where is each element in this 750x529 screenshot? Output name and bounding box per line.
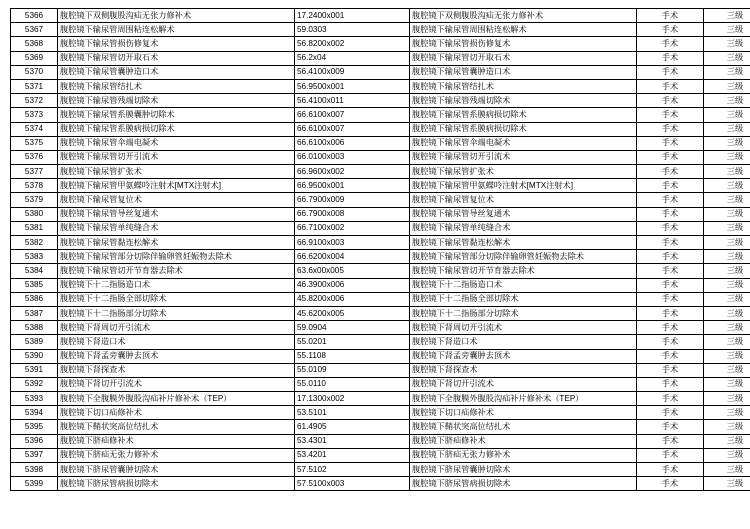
table-row bbox=[11, 363, 750, 377]
table-body bbox=[11, 9, 750, 491]
table-row bbox=[11, 207, 750, 221]
cell-level: 三级 bbox=[704, 448, 750, 462]
cell-icd-code: 55.0109 bbox=[295, 363, 410, 377]
cell-type: 手术 bbox=[637, 363, 704, 377]
cell-name: 腹腔镜下脐尿管囊肿切除术 bbox=[58, 463, 295, 477]
procedure-table bbox=[10, 8, 750, 491]
cell-code: 5377 bbox=[11, 165, 58, 179]
cell-type: 手术 bbox=[637, 150, 704, 164]
cell-code: 5366 bbox=[11, 9, 58, 23]
cell-standard-name: 腹腔镜下输尿管囊肿造口术 bbox=[410, 65, 637, 79]
cell-icd-code: 56.8200x002 bbox=[295, 37, 410, 51]
cell-standard-name: 腹腔镜下输尿管损伤修复术 bbox=[410, 37, 637, 51]
cell-standard-name: 腹腔镜下脐尿管病损切除术 bbox=[410, 477, 637, 491]
cell-level: 三级 bbox=[704, 349, 750, 363]
cell-name: 腹腔镜下输尿管切开取石术 bbox=[58, 51, 295, 65]
cell-icd-code: 66.6100x006 bbox=[295, 136, 410, 150]
table-row bbox=[11, 463, 750, 477]
cell-level: 三级 bbox=[704, 221, 750, 235]
cell-level: 三级 bbox=[704, 463, 750, 477]
cell-standard-name: 腹腔镜下输尿管扩张术 bbox=[410, 165, 637, 179]
cell-code: 5375 bbox=[11, 136, 58, 150]
cell-name: 腹腔镜下输尿管系膜囊肿切除术 bbox=[58, 108, 295, 122]
cell-standard-name: 腹腔镜下脐疝修补术 bbox=[410, 434, 637, 448]
cell-type: 手术 bbox=[637, 377, 704, 391]
cell-level: 三级 bbox=[704, 434, 750, 448]
cell-level: 三级 bbox=[704, 306, 750, 320]
cell-type: 手术 bbox=[637, 51, 704, 65]
cell-code: 5399 bbox=[11, 477, 58, 491]
cell-standard-name: 腹腔镜下双侧腹股沟疝无张力修补术 bbox=[410, 9, 637, 23]
table-row bbox=[11, 335, 750, 349]
cell-type: 手术 bbox=[637, 420, 704, 434]
table-row bbox=[11, 51, 750, 65]
cell-code: 5382 bbox=[11, 236, 58, 250]
cell-code: 5384 bbox=[11, 264, 58, 278]
cell-standard-name: 腹腔镜下十二指肠部分切除术 bbox=[410, 306, 637, 320]
cell-type: 手术 bbox=[637, 165, 704, 179]
table-row bbox=[11, 477, 750, 491]
cell-name: 腹腔镜下肾切开引流术 bbox=[58, 377, 295, 391]
table-row bbox=[11, 165, 750, 179]
cell-type: 手术 bbox=[637, 37, 704, 51]
cell-icd-code: 17.2400x001 bbox=[295, 9, 410, 23]
cell-icd-code: 66.9500x001 bbox=[295, 179, 410, 193]
cell-name: 腹腔镜下脐疝修补术 bbox=[58, 434, 295, 448]
table-row bbox=[11, 65, 750, 79]
cell-code: 5381 bbox=[11, 221, 58, 235]
cell-level: 三级 bbox=[704, 335, 750, 349]
cell-type: 手术 bbox=[637, 463, 704, 477]
cell-standard-name: 腹腔镜下肾探查术 bbox=[410, 363, 637, 377]
cell-level: 三级 bbox=[704, 278, 750, 292]
cell-code: 5383 bbox=[11, 250, 58, 264]
table-row bbox=[11, 23, 750, 37]
table-row bbox=[11, 434, 750, 448]
cell-icd-code: 55.0201 bbox=[295, 335, 410, 349]
cell-level: 三级 bbox=[704, 193, 750, 207]
table-row bbox=[11, 236, 750, 250]
cell-icd-code: 57.5102 bbox=[295, 463, 410, 477]
cell-name: 腹腔镜下输尿管切开引流术 bbox=[58, 150, 295, 164]
cell-standard-name: 腹腔镜下输尿管结扎术 bbox=[410, 79, 637, 93]
cell-icd-code: 61.4905 bbox=[295, 420, 410, 434]
cell-name: 腹腔镜下输尿管复位术 bbox=[58, 193, 295, 207]
cell-name: 腹腔镜下输尿管扩张术 bbox=[58, 165, 295, 179]
cell-icd-code: 66.7100x002 bbox=[295, 221, 410, 235]
cell-icd-code: 45.8200x006 bbox=[295, 292, 410, 306]
cell-level: 三级 bbox=[704, 363, 750, 377]
cell-level: 三级 bbox=[704, 207, 750, 221]
cell-name: 腹腔镜下鞘状突高位结扎术 bbox=[58, 420, 295, 434]
cell-standard-name: 腹腔镜下输尿管切开节育器去除术 bbox=[410, 264, 637, 278]
table-row bbox=[11, 122, 750, 136]
cell-type: 手术 bbox=[637, 108, 704, 122]
cell-type: 手术 bbox=[637, 79, 704, 93]
cell-name: 腹腔镜下输尿管囊肿造口术 bbox=[58, 65, 295, 79]
cell-code: 5390 bbox=[11, 349, 58, 363]
cell-code: 5379 bbox=[11, 193, 58, 207]
cell-standard-name: 腹腔镜下输尿管复位术 bbox=[410, 193, 637, 207]
cell-level: 三级 bbox=[704, 122, 750, 136]
cell-type: 手术 bbox=[637, 136, 704, 150]
table-row bbox=[11, 321, 750, 335]
cell-code: 5385 bbox=[11, 278, 58, 292]
cell-icd-code: 66.6200x004 bbox=[295, 250, 410, 264]
cell-code: 5396 bbox=[11, 434, 58, 448]
cell-icd-code: 17.1300x002 bbox=[295, 392, 410, 406]
cell-icd-code: 46.3900x006 bbox=[295, 278, 410, 292]
cell-level: 三级 bbox=[704, 392, 750, 406]
cell-type: 手术 bbox=[637, 179, 704, 193]
cell-name: 腹腔镜下肾探查术 bbox=[58, 363, 295, 377]
cell-standard-name: 腹腔镜下肾孟旁囊肿去顶术 bbox=[410, 349, 637, 363]
cell-code: 5367 bbox=[11, 23, 58, 37]
cell-level: 三级 bbox=[704, 292, 750, 306]
table-row bbox=[11, 37, 750, 51]
table-row bbox=[11, 136, 750, 150]
cell-icd-code: 66.9600x002 bbox=[295, 165, 410, 179]
cell-icd-code: 59.0303 bbox=[295, 23, 410, 37]
cell-type: 手术 bbox=[637, 65, 704, 79]
cell-name: 腹腔镜下肾造口术 bbox=[58, 335, 295, 349]
cell-level: 三级 bbox=[704, 321, 750, 335]
cell-name: 腹腔镜下输尿管部分切除伴输卵管妊娠物去除术 bbox=[58, 250, 295, 264]
cell-code: 5388 bbox=[11, 321, 58, 335]
cell-code: 5371 bbox=[11, 79, 58, 93]
cell-level: 三级 bbox=[704, 37, 750, 51]
cell-name: 腹腔镜下输尿管导丝复通术 bbox=[58, 207, 295, 221]
cell-name: 腹腔镜下十二指肠全部切除术 bbox=[58, 292, 295, 306]
table-row bbox=[11, 406, 750, 420]
cell-level: 三级 bbox=[704, 179, 750, 193]
cell-icd-code: 56.4100x011 bbox=[295, 94, 410, 108]
cell-name: 腹腔镜下全腹膜外腹股沟疝补片修补术（TEP） bbox=[58, 392, 295, 406]
cell-level: 三级 bbox=[704, 420, 750, 434]
cell-code: 5372 bbox=[11, 94, 58, 108]
cell-standard-name: 腹腔镜下输尿管周围粘连松解术 bbox=[410, 23, 637, 37]
cell-type: 手术 bbox=[637, 434, 704, 448]
cell-code: 5391 bbox=[11, 363, 58, 377]
cell-icd-code: 53.4301 bbox=[295, 434, 410, 448]
cell-type: 手术 bbox=[637, 193, 704, 207]
cell-type: 手术 bbox=[637, 236, 704, 250]
table-row bbox=[11, 221, 750, 235]
cell-code: 5394 bbox=[11, 406, 58, 420]
cell-standard-name: 腹腔镜下输尿管单纯缝合术 bbox=[410, 221, 637, 235]
cell-level: 三级 bbox=[704, 51, 750, 65]
cell-level: 三级 bbox=[704, 264, 750, 278]
cell-type: 手术 bbox=[637, 392, 704, 406]
cell-code: 5376 bbox=[11, 150, 58, 164]
cell-icd-code: 66.7900x009 bbox=[295, 193, 410, 207]
cell-name: 腹腔镜下输尿管损伤修复术 bbox=[58, 37, 295, 51]
cell-name: 腹腔镜下输尿管切开节育器去除术 bbox=[58, 264, 295, 278]
cell-code: 5392 bbox=[11, 377, 58, 391]
cell-standard-name: 腹腔镜下输尿管伞端电凝术 bbox=[410, 136, 637, 150]
cell-code: 5370 bbox=[11, 65, 58, 79]
cell-name: 腹腔镜下输尿管伞端电凝术 bbox=[58, 136, 295, 150]
table-row bbox=[11, 150, 750, 164]
cell-level: 三级 bbox=[704, 406, 750, 420]
cell-level: 三级 bbox=[704, 477, 750, 491]
cell-standard-name: 腹腔镜下输尿管切开取石术 bbox=[410, 51, 637, 65]
cell-icd-code: 63.6x00x005 bbox=[295, 264, 410, 278]
cell-code: 5369 bbox=[11, 51, 58, 65]
cell-code: 5397 bbox=[11, 448, 58, 462]
cell-standard-name: 腹腔镜下脐疝无张力修补术 bbox=[410, 448, 637, 462]
table-row bbox=[11, 349, 750, 363]
cell-standard-name: 腹腔镜下切口疝修补术 bbox=[410, 406, 637, 420]
cell-standard-name: 腹腔镜下输尿管导丝复通术 bbox=[410, 207, 637, 221]
cell-standard-name: 腹腔镜下输尿管系膜病损切除术 bbox=[410, 108, 637, 122]
cell-icd-code: 66.0100x003 bbox=[295, 150, 410, 164]
cell-name: 腹腔镜下输尿管结扎术 bbox=[58, 79, 295, 93]
cell-name: 腹腔镜下输尿管系膜病损切除术 bbox=[58, 122, 295, 136]
cell-icd-code: 45.6200x005 bbox=[295, 306, 410, 320]
cell-type: 手术 bbox=[637, 207, 704, 221]
cell-standard-name: 腹腔镜下肾周切开引流术 bbox=[410, 321, 637, 335]
cell-level: 三级 bbox=[704, 9, 750, 23]
cell-icd-code: 66.6100x007 bbox=[295, 108, 410, 122]
cell-name: 腹腔镜下十二指肠造口术 bbox=[58, 278, 295, 292]
cell-code: 5393 bbox=[11, 392, 58, 406]
cell-level: 三级 bbox=[704, 377, 750, 391]
cell-type: 手术 bbox=[637, 9, 704, 23]
cell-level: 三级 bbox=[704, 250, 750, 264]
cell-name: 腹腔镜下输尿管残端切除术 bbox=[58, 94, 295, 108]
cell-level: 三级 bbox=[704, 108, 750, 122]
cell-standard-name: 腹腔镜下输尿管甲氨蝶呤注射术[MTX注射术] bbox=[410, 179, 637, 193]
cell-code: 5386 bbox=[11, 292, 58, 306]
cell-name: 腹腔镜下脐疝无张力修补术 bbox=[58, 448, 295, 462]
cell-type: 手术 bbox=[637, 221, 704, 235]
cell-standard-name: 腹腔镜下输尿管黏连松解术 bbox=[410, 236, 637, 250]
cell-name: 腹腔镜下切口疝修补术 bbox=[58, 406, 295, 420]
cell-type: 手术 bbox=[637, 335, 704, 349]
cell-icd-code: 56.4100x009 bbox=[295, 65, 410, 79]
cell-name: 腹腔镜下输尿管单纯缝合术 bbox=[58, 221, 295, 235]
table-row bbox=[11, 448, 750, 462]
cell-type: 手术 bbox=[637, 306, 704, 320]
cell-name: 腹腔镜下十二指肠部分切除术 bbox=[58, 306, 295, 320]
cell-icd-code: 55.1108 bbox=[295, 349, 410, 363]
cell-type: 手术 bbox=[637, 122, 704, 136]
cell-type: 手术 bbox=[637, 477, 704, 491]
cell-name: 腹腔镜下肾周切开引流术 bbox=[58, 321, 295, 335]
cell-standard-name: 腹腔镜下鞘状突高位结扎术 bbox=[410, 420, 637, 434]
cell-type: 手术 bbox=[637, 406, 704, 420]
cell-name: 腹腔镜下输尿管黏连松解术 bbox=[58, 236, 295, 250]
table-row bbox=[11, 264, 750, 278]
cell-standard-name: 腹腔镜下十二指肠造口术 bbox=[410, 278, 637, 292]
cell-standard-name: 腹腔镜下肾造口术 bbox=[410, 335, 637, 349]
cell-type: 手术 bbox=[637, 250, 704, 264]
cell-code: 5368 bbox=[11, 37, 58, 51]
cell-code: 5398 bbox=[11, 463, 58, 477]
table-row bbox=[11, 79, 750, 93]
table-row bbox=[11, 9, 750, 23]
cell-standard-name: 腹腔镜下输尿管系膜病损切除术 bbox=[410, 122, 637, 136]
cell-icd-code: 57.5100x003 bbox=[295, 477, 410, 491]
table-row bbox=[11, 250, 750, 264]
cell-level: 三级 bbox=[704, 136, 750, 150]
table-row bbox=[11, 108, 750, 122]
cell-code: 5374 bbox=[11, 122, 58, 136]
cell-name: 腹腔镜下脐尿管病损切除术 bbox=[58, 477, 295, 491]
cell-icd-code: 53.5101 bbox=[295, 406, 410, 420]
cell-icd-code: 56.9500x001 bbox=[295, 79, 410, 93]
table-row bbox=[11, 179, 750, 193]
cell-standard-name: 腹腔镜下脐尿管囊肿切除术 bbox=[410, 463, 637, 477]
cell-name: 腹腔镜下输尿管周围粘连松解术 bbox=[58, 23, 295, 37]
cell-icd-code: 66.6100x007 bbox=[295, 122, 410, 136]
cell-icd-code: 66.9100x003 bbox=[295, 236, 410, 250]
cell-icd-code: 59.0904 bbox=[295, 321, 410, 335]
cell-level: 三级 bbox=[704, 94, 750, 108]
cell-type: 手术 bbox=[637, 448, 704, 462]
table-row bbox=[11, 377, 750, 391]
cell-code: 5378 bbox=[11, 179, 58, 193]
cell-standard-name: 腹腔镜下输尿管切开引流术 bbox=[410, 150, 637, 164]
cell-icd-code: 55.0110 bbox=[295, 377, 410, 391]
cell-standard-name: 腹腔镜下肾切开引流术 bbox=[410, 377, 637, 391]
cell-type: 手术 bbox=[637, 23, 704, 37]
cell-level: 三级 bbox=[704, 65, 750, 79]
cell-code: 5380 bbox=[11, 207, 58, 221]
cell-type: 手术 bbox=[637, 349, 704, 363]
cell-standard-name: 腹腔镜下十二指肠全部切除术 bbox=[410, 292, 637, 306]
cell-standard-name: 腹腔镜下全腹膜外腹股沟疝补片修补术（TEP） bbox=[410, 392, 637, 406]
cell-icd-code: 53.4201 bbox=[295, 448, 410, 462]
table-row bbox=[11, 193, 750, 207]
cell-name: 腹腔镜下双侧腹股沟疝无张力修补术 bbox=[58, 9, 295, 23]
cell-code: 5373 bbox=[11, 108, 58, 122]
cell-level: 三级 bbox=[704, 150, 750, 164]
cell-type: 手术 bbox=[637, 321, 704, 335]
table-row bbox=[11, 94, 750, 108]
table-row bbox=[11, 392, 750, 406]
cell-type: 手术 bbox=[637, 264, 704, 278]
cell-code: 5387 bbox=[11, 306, 58, 320]
cell-type: 手术 bbox=[637, 94, 704, 108]
cell-icd-code: 66.7900x008 bbox=[295, 207, 410, 221]
cell-level: 三级 bbox=[704, 165, 750, 179]
cell-name: 腹腔镜下输尿管甲氨蝶呤注射术[MTX注射术] bbox=[58, 179, 295, 193]
cell-level: 三级 bbox=[704, 236, 750, 250]
table-row bbox=[11, 292, 750, 306]
cell-standard-name: 腹腔镜下输尿管残端切除术 bbox=[410, 94, 637, 108]
cell-type: 手术 bbox=[637, 278, 704, 292]
cell-code: 5395 bbox=[11, 420, 58, 434]
table-row bbox=[11, 420, 750, 434]
cell-icd-code: 56.2x04 bbox=[295, 51, 410, 65]
cell-name: 腹腔镜下肾孟旁囊肿去顶术 bbox=[58, 349, 295, 363]
table-row bbox=[11, 306, 750, 320]
cell-type: 手术 bbox=[637, 292, 704, 306]
cell-code: 5389 bbox=[11, 335, 58, 349]
cell-level: 三级 bbox=[704, 79, 750, 93]
cell-level: 三级 bbox=[704, 23, 750, 37]
cell-standard-name: 腹腔镜下输尿管部分切除伴输卵管妊娠物去除术 bbox=[410, 250, 637, 264]
table-row bbox=[11, 278, 750, 292]
